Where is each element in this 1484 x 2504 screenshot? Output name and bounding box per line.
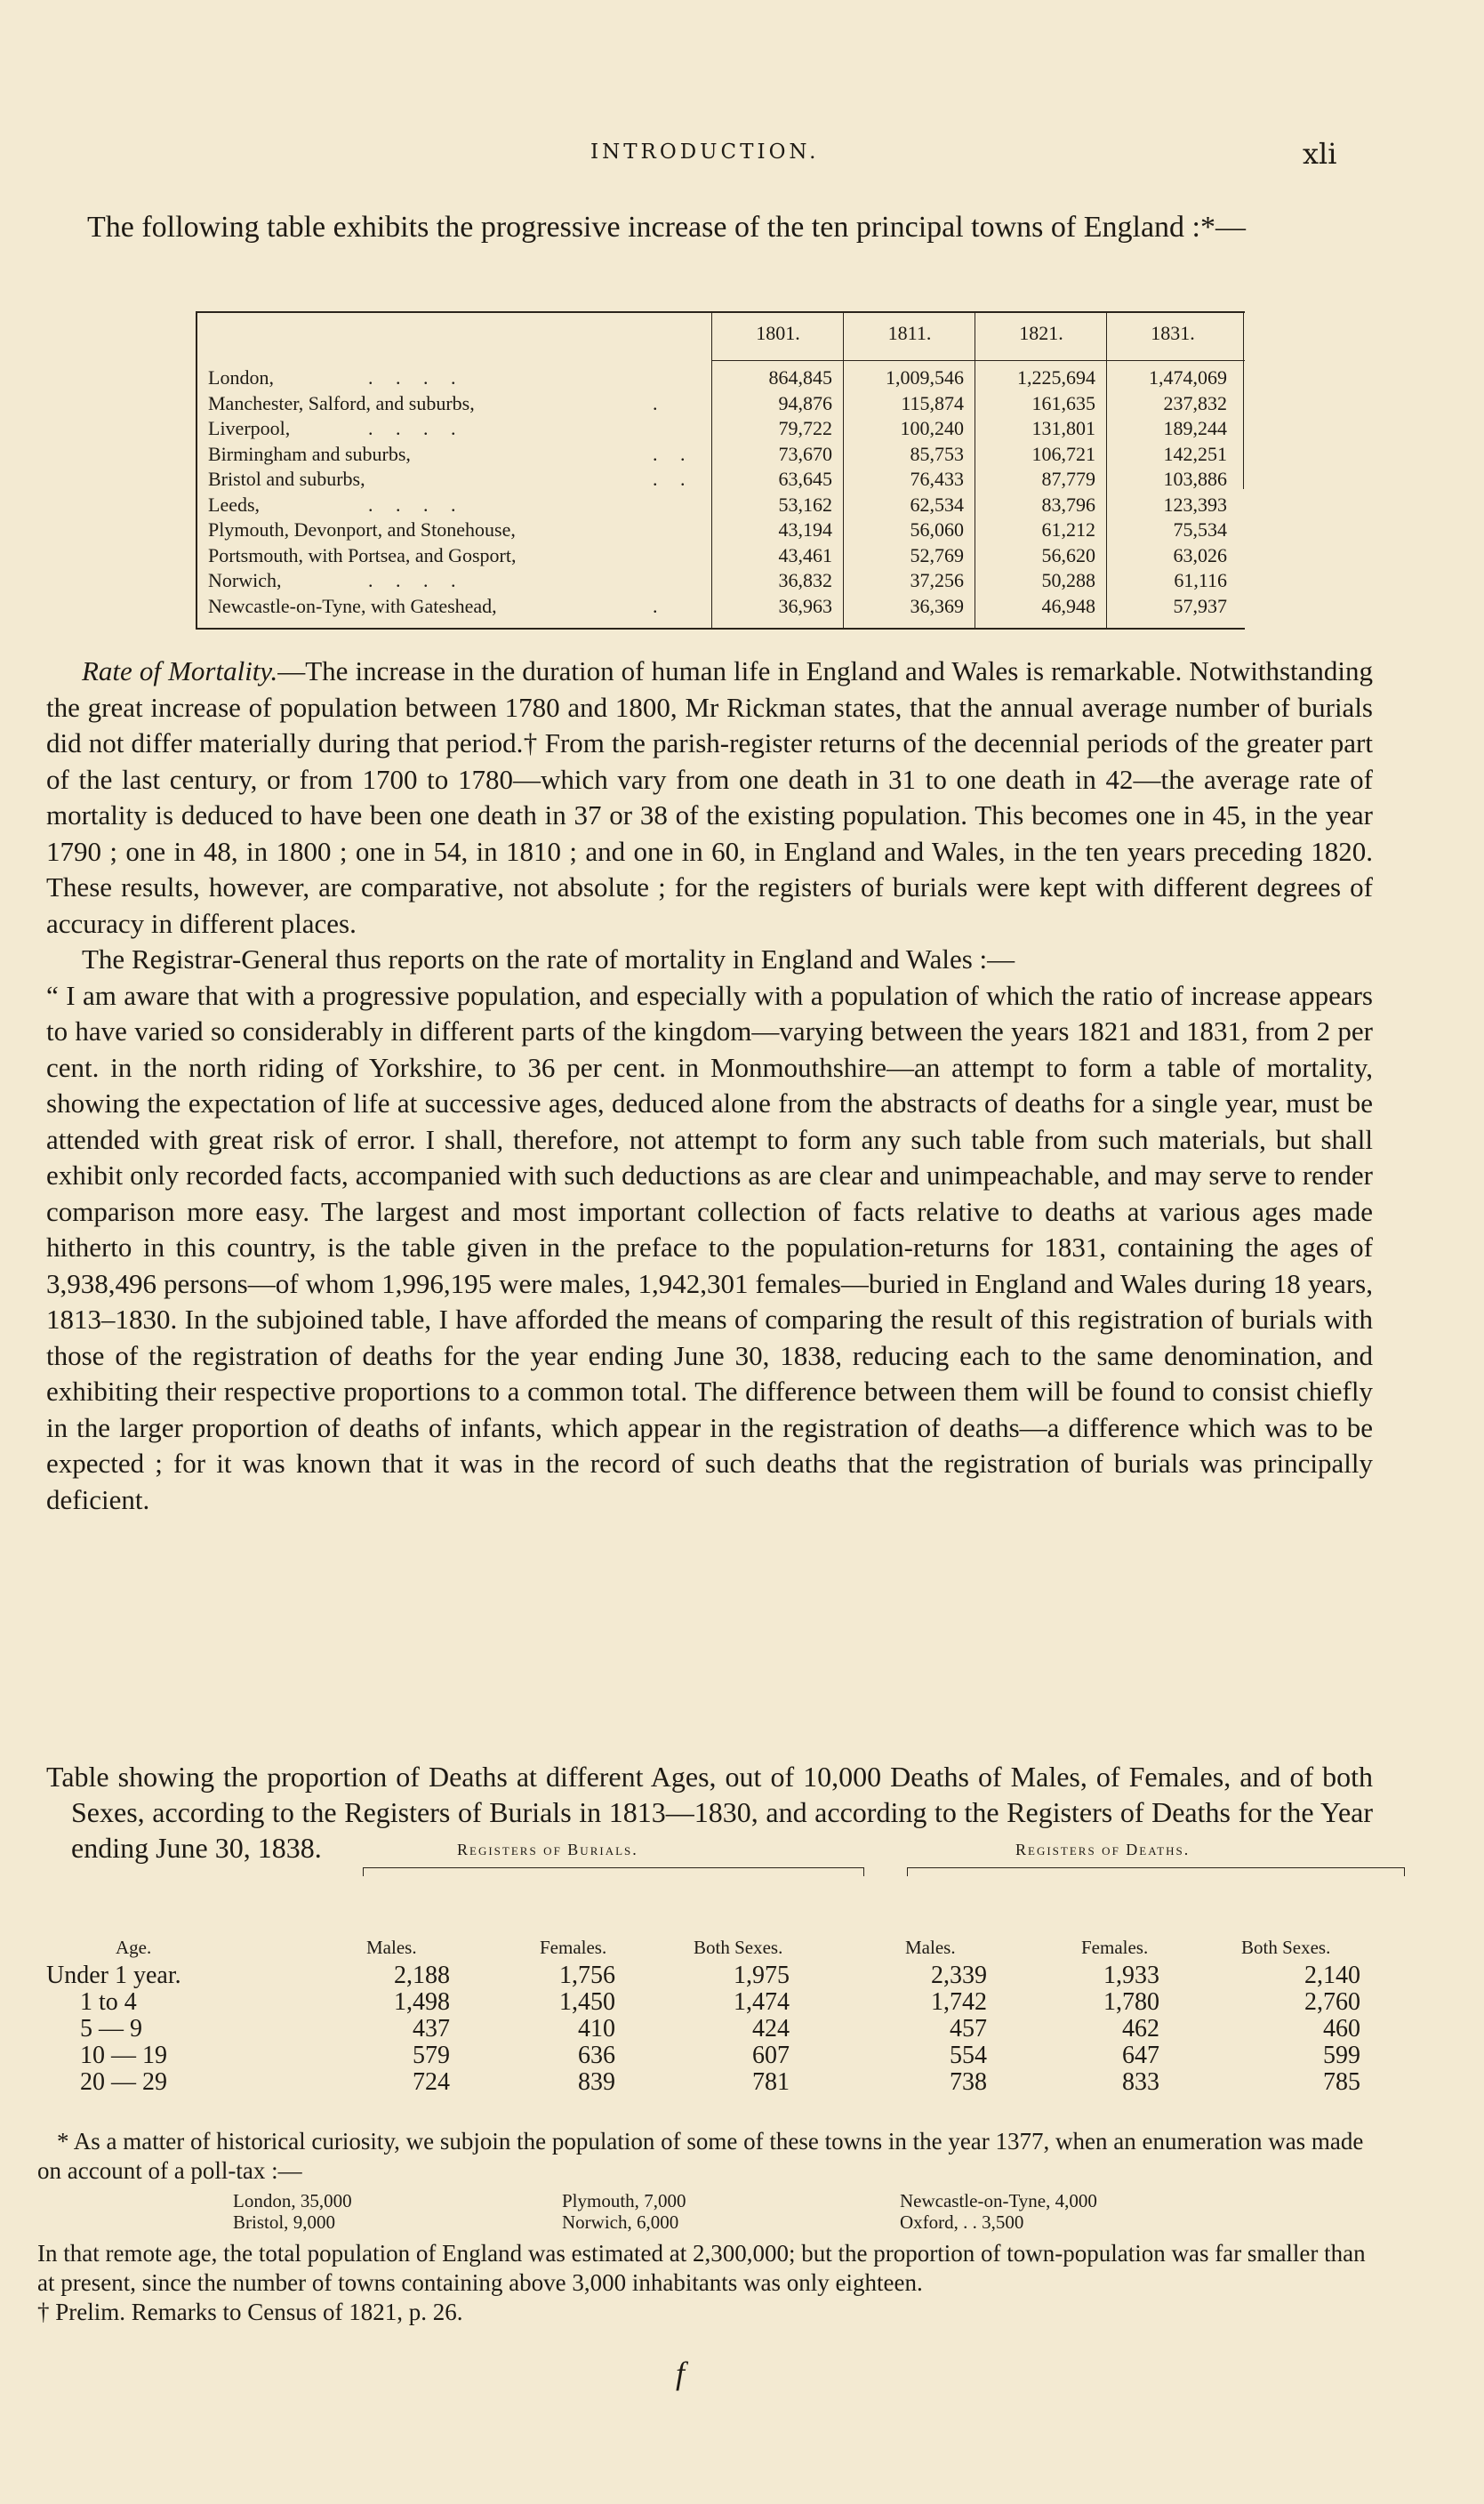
footnote-star-continued: In that remote age, the total population of England was estimated at 2,300,000; but the proportion of town-population was far smaller than at present, since the number of towns containing above 3,000 inhabitants was only eighteen. bbox=[37, 2240, 1366, 2296]
column-header: Males. bbox=[366, 1937, 417, 1958]
death-proportion: 2,339 bbox=[931, 1962, 987, 1989]
table-left-rule bbox=[196, 311, 197, 630]
death-proportion: 457 bbox=[950, 2015, 987, 2043]
population-value: 115,874 bbox=[901, 391, 964, 414]
table-row bbox=[46, 2068, 1373, 2095]
population-value: 56,060 bbox=[910, 518, 964, 541]
group-header-burials: Registers of Burials. bbox=[457, 1841, 638, 1858]
poll-tax-list bbox=[37, 2186, 1380, 2239]
death-proportion: 1,975 bbox=[734, 1962, 790, 1989]
leader-dots: . . . . bbox=[368, 493, 465, 516]
death-proportion: 1,450 bbox=[559, 1988, 615, 2016]
leader-dots: . bbox=[653, 594, 667, 617]
population-value: 36,963 bbox=[778, 594, 832, 617]
poll-tax-town: Plymouth, bbox=[562, 2190, 639, 2211]
death-proportion: 1,474 bbox=[734, 1988, 790, 2016]
death-proportion: 462 bbox=[1122, 2015, 1159, 2043]
population-value: 63,026 bbox=[1173, 543, 1227, 566]
population-value: 87,779 bbox=[1041, 468, 1095, 490]
column-header: Both Sexes. bbox=[694, 1937, 783, 1958]
poll-tax-entry bbox=[233, 2189, 352, 2212]
table-row bbox=[208, 543, 1239, 566]
death-proportion: 1,756 bbox=[559, 1962, 615, 1989]
poll-tax-town: London, bbox=[233, 2190, 296, 2211]
registrar-quote: “ I am aware that with a progressive population, and especially with a population of which the ratio of increase appears to have varied so considerably in different parts of the kingdom—varying between the years 1821 and 1831, from 2 per cent. in the north riding of Yorkshire, to 36 per cent. in Monmouthshire—an attempt to form a table of mortality, showing the expectation of life at successive ages, deduced alone from the abstracts of deaths for a single year, must be attended with great risk of error. I shall, therefore, not attempt to form any such table from such materials, but shall exhibit only recorded facts, accompanied with such deductions as are clear and unimpeachable, and may serve to render comparison more easy. The largest and most important collection of facts relative to deaths at various ages made hitherto in this country, is the table given in the preface to the population-returns for 1831, containing the ages of 3,938,496 persons—of whom 1,996,195 were males, 1,942,301 females—buried in England and Wales during 18 years, 1813–1830. In the subjoined table, I have afforded the means of comparing the result of this registration of burials with those of the registration of deaths for the year ending June 30, 1838, reducing each to the same denomination, and exhibiting their respective proportions to a common total. The difference between them will be found to consist chiefly in the larger proportion of deaths of infants, which appear in the registration of deaths—a difference which was to be expected ; for it was known that it was in the record of such deaths that the registration of burials was principally deficient. bbox=[46, 979, 1373, 1515]
population-value: 106,721 bbox=[1031, 442, 1095, 465]
population-value: 1,009,546 bbox=[886, 366, 964, 389]
death-proportion: 2,188 bbox=[394, 1962, 450, 1989]
death-proportion: 579 bbox=[413, 2042, 450, 2069]
town-name: Newcastle-on-Tyne, with Gateshead, bbox=[208, 594, 497, 617]
population-value: 864,845 bbox=[768, 366, 832, 389]
town-name: Norwich, bbox=[208, 569, 282, 591]
table-row bbox=[46, 2042, 1373, 2068]
age-column-header: Age. bbox=[116, 1937, 152, 1958]
poll-tax-population: 9,000 bbox=[293, 2211, 335, 2233]
town-name: Portsmouth, with Portsea, and Gosport, bbox=[208, 543, 517, 566]
table-row bbox=[208, 518, 1239, 541]
running-head-title: INTRODUCTION. bbox=[590, 140, 820, 164]
death-proportion: 1,498 bbox=[394, 1988, 450, 2016]
population-value: 100,240 bbox=[900, 417, 964, 439]
population-value: 103,886 bbox=[1163, 468, 1227, 490]
poll-tax-town: Oxford, . . bbox=[900, 2211, 977, 2233]
poll-tax-population: 3,500 bbox=[982, 2211, 1024, 2233]
column-header: Females. bbox=[540, 1937, 607, 1958]
leader-dots: . . . . bbox=[368, 417, 465, 439]
column-divider bbox=[1243, 311, 1244, 489]
death-proportion: 785 bbox=[1323, 2068, 1360, 2096]
population-value: 57,937 bbox=[1173, 594, 1227, 617]
population-value: 61,212 bbox=[1041, 518, 1095, 541]
population-value: 46,948 bbox=[1041, 594, 1095, 617]
death-proportion: 1,780 bbox=[1103, 1988, 1159, 2016]
population-value: 53,162 bbox=[778, 493, 832, 516]
population-value: 36,369 bbox=[910, 594, 964, 617]
population-value: 237,832 bbox=[1163, 391, 1227, 414]
population-value: 73,670 bbox=[778, 442, 832, 465]
year-header: 1821. bbox=[1019, 322, 1063, 344]
table-bottom-rule bbox=[196, 628, 1245, 630]
town-name: Plymouth, Devonport, and Stonehouse, bbox=[208, 518, 516, 541]
poll-tax-town: Newcastle-on-Tyne, bbox=[900, 2190, 1051, 2211]
poll-tax-town: Norwich, bbox=[562, 2211, 632, 2233]
footnote-star: * As a matter of historical curiosity, we subjoin the population of some of these towns in the year 1377, when an enumeration was made on account of a poll-tax :— bbox=[37, 2128, 1364, 2184]
population-value: 161,635 bbox=[1031, 391, 1095, 414]
table-row bbox=[208, 594, 1239, 617]
population-value: 142,251 bbox=[1163, 442, 1227, 465]
death-proportion: 460 bbox=[1323, 2015, 1360, 2043]
death-proportion: 839 bbox=[578, 2068, 615, 2096]
population-value: 37,256 bbox=[910, 569, 964, 591]
population-value: 1,225,694 bbox=[1017, 366, 1095, 389]
leader-dots: . bbox=[653, 391, 667, 414]
death-proportion: 781 bbox=[752, 2068, 790, 2096]
population-value: 43,194 bbox=[778, 518, 832, 541]
footnote-dagger: † Prelim. Remarks to Census of 1821, p. 26. bbox=[37, 2299, 463, 2325]
population-value: 94,876 bbox=[778, 391, 832, 414]
population-value: 52,769 bbox=[910, 543, 964, 566]
poll-tax-entry bbox=[562, 2211, 678, 2234]
town-name: Birmingham and suburbs, bbox=[208, 442, 411, 465]
table-row bbox=[208, 569, 1239, 591]
town-name: London, bbox=[208, 366, 274, 389]
table-row bbox=[208, 468, 1239, 490]
poll-tax-population: 35,000 bbox=[300, 2190, 352, 2211]
death-proportion: 424 bbox=[752, 2015, 790, 2043]
death-proportion: 599 bbox=[1323, 2042, 1360, 2069]
population-value: 63,645 bbox=[778, 468, 832, 490]
intro-paragraph: The following table exhibits the progressive increase of the ten principal towns of England :*— bbox=[87, 211, 1246, 244]
header-rule bbox=[711, 360, 1245, 361]
table-row bbox=[208, 417, 1239, 439]
population-value: 36,832 bbox=[778, 569, 832, 591]
table-row bbox=[46, 2015, 1373, 2042]
leader-dots: . . bbox=[653, 442, 694, 465]
population-value: 75,534 bbox=[1173, 518, 1227, 541]
deaths-by-age-table bbox=[46, 1841, 1373, 2107]
poll-tax-population: 6,000 bbox=[636, 2211, 679, 2233]
leader-dots: . . . . bbox=[368, 366, 465, 389]
death-proportion: 636 bbox=[578, 2042, 615, 2069]
town-name: Leeds, bbox=[208, 493, 261, 516]
population-value: 61,116 bbox=[1174, 569, 1227, 591]
population-value: 76,433 bbox=[910, 468, 964, 490]
death-proportion: 2,760 bbox=[1304, 1988, 1360, 2016]
population-value: 131,801 bbox=[1031, 417, 1095, 439]
running-head bbox=[0, 137, 1484, 176]
death-proportion: 833 bbox=[1122, 2068, 1159, 2096]
mortality-section bbox=[46, 654, 1373, 1518]
death-proportion: 2,140 bbox=[1304, 1962, 1360, 1989]
section-lead: Rate of Mortality. bbox=[82, 655, 278, 686]
page-number: xli bbox=[1303, 137, 1337, 171]
table-row bbox=[46, 1988, 1373, 2015]
table-row bbox=[208, 366, 1239, 389]
town-name: Manchester, Salford, and suburbs, bbox=[208, 391, 475, 414]
age-range: 5 — 9 bbox=[80, 2015, 142, 2043]
death-proportion: 410 bbox=[578, 2015, 615, 2043]
population-value: 79,722 bbox=[778, 417, 832, 439]
group-header-deaths: Registers of Deaths. bbox=[1015, 1841, 1191, 1858]
poll-tax-population: 7,000 bbox=[644, 2190, 686, 2211]
death-proportion: 1,933 bbox=[1103, 1962, 1159, 1989]
population-value: 1,474,069 bbox=[1149, 366, 1227, 389]
town-name: Liverpool, bbox=[208, 417, 291, 439]
leader-dots: . . bbox=[653, 468, 694, 490]
column-header: Females. bbox=[1081, 1937, 1149, 1958]
table-row bbox=[46, 1962, 1373, 1988]
group-brace bbox=[907, 1867, 1405, 1879]
leader-dots: . . . . bbox=[368, 569, 465, 591]
population-value: 123,393 bbox=[1163, 493, 1227, 516]
footnotes bbox=[37, 2127, 1380, 2327]
death-proportion: 607 bbox=[752, 2042, 790, 2069]
year-header: 1831. bbox=[1151, 322, 1195, 344]
signature-mark: f bbox=[676, 2356, 686, 2391]
mortality-paragraph-1: Rate of Mortality.—The increase in the duration of human life in England and Wales is remarkable. Notwithstanding the great increase of population between 1780 and 1800, Mr Rickman states, that the annual average number of burials did not differ materially during that period.† From the parish-register returns of the decennial periods of the greater part of the last century, or from 1700 to 1780—which vary from one death in 31 to one death in 42—the average rate of mortality is deduced to have been one death in 37 or 38 of the existing population. This becomes one in 45, in the year 1790 ; one in 48, in 1800 ; one in 54, in 1810 ; and one in 60, in England and Wales, in the ten years preceding 1820. These results, however, are comparative, not absolute ; for the registers of burials were kept with different degrees of accuracy in different places. bbox=[46, 655, 1374, 939]
death-proportion: 1,742 bbox=[931, 1988, 987, 2016]
poll-tax-entry bbox=[900, 2211, 1023, 2234]
population-value: 83,796 bbox=[1041, 493, 1095, 516]
death-proportion: 647 bbox=[1122, 2042, 1159, 2069]
table-row bbox=[208, 442, 1239, 465]
age-range: 1 to 4 bbox=[80, 1988, 137, 2016]
mortality-paragraph-2: The Registrar-General thus reports on the rate of mortality in England and Wales :— bbox=[82, 943, 1015, 975]
age-range: 10 — 19 bbox=[80, 2042, 167, 2069]
poll-tax-town: Bristol, bbox=[233, 2211, 289, 2233]
death-proportion: 738 bbox=[950, 2068, 987, 2096]
poll-tax-population: 4,000 bbox=[1055, 2190, 1097, 2211]
column-header: Both Sexes. bbox=[1241, 1937, 1331, 1958]
year-header: 1801. bbox=[756, 322, 800, 344]
age-range: 20 — 29 bbox=[80, 2068, 167, 2096]
deaths-table-caption: Table showing the proportion of Deaths at different Ages, out of 10,000 Deaths of Males, of Females, and of both Sexes, according to the Registers of Burials in 1813—1830, and according to the Registers of Deaths for the Year ending June 30, 1838. bbox=[46, 1761, 1373, 1864]
poll-tax-entry bbox=[562, 2189, 686, 2212]
death-proportion: 554 bbox=[950, 2042, 987, 2069]
death-proportion: 724 bbox=[413, 2068, 450, 2096]
column-header: Males. bbox=[905, 1937, 956, 1958]
population-value: 56,620 bbox=[1041, 543, 1095, 566]
year-header: 1811. bbox=[887, 322, 932, 344]
poll-tax-entry bbox=[233, 2211, 335, 2234]
group-brace bbox=[363, 1867, 864, 1879]
population-value: 62,534 bbox=[910, 493, 964, 516]
table-row bbox=[208, 391, 1239, 414]
towns-population-table bbox=[196, 311, 1245, 630]
poll-tax-entry bbox=[900, 2189, 1097, 2212]
population-value: 85,753 bbox=[910, 442, 964, 465]
death-proportion: 437 bbox=[413, 2015, 450, 2043]
table-row bbox=[208, 493, 1239, 516]
age-range: Under 1 year. bbox=[46, 1962, 181, 1989]
town-name: Bristol and suburbs, bbox=[208, 468, 365, 490]
table-top-rule bbox=[196, 311, 1245, 313]
population-value: 43,461 bbox=[778, 543, 832, 566]
population-value: 189,244 bbox=[1163, 417, 1227, 439]
population-value: 50,288 bbox=[1041, 569, 1095, 591]
